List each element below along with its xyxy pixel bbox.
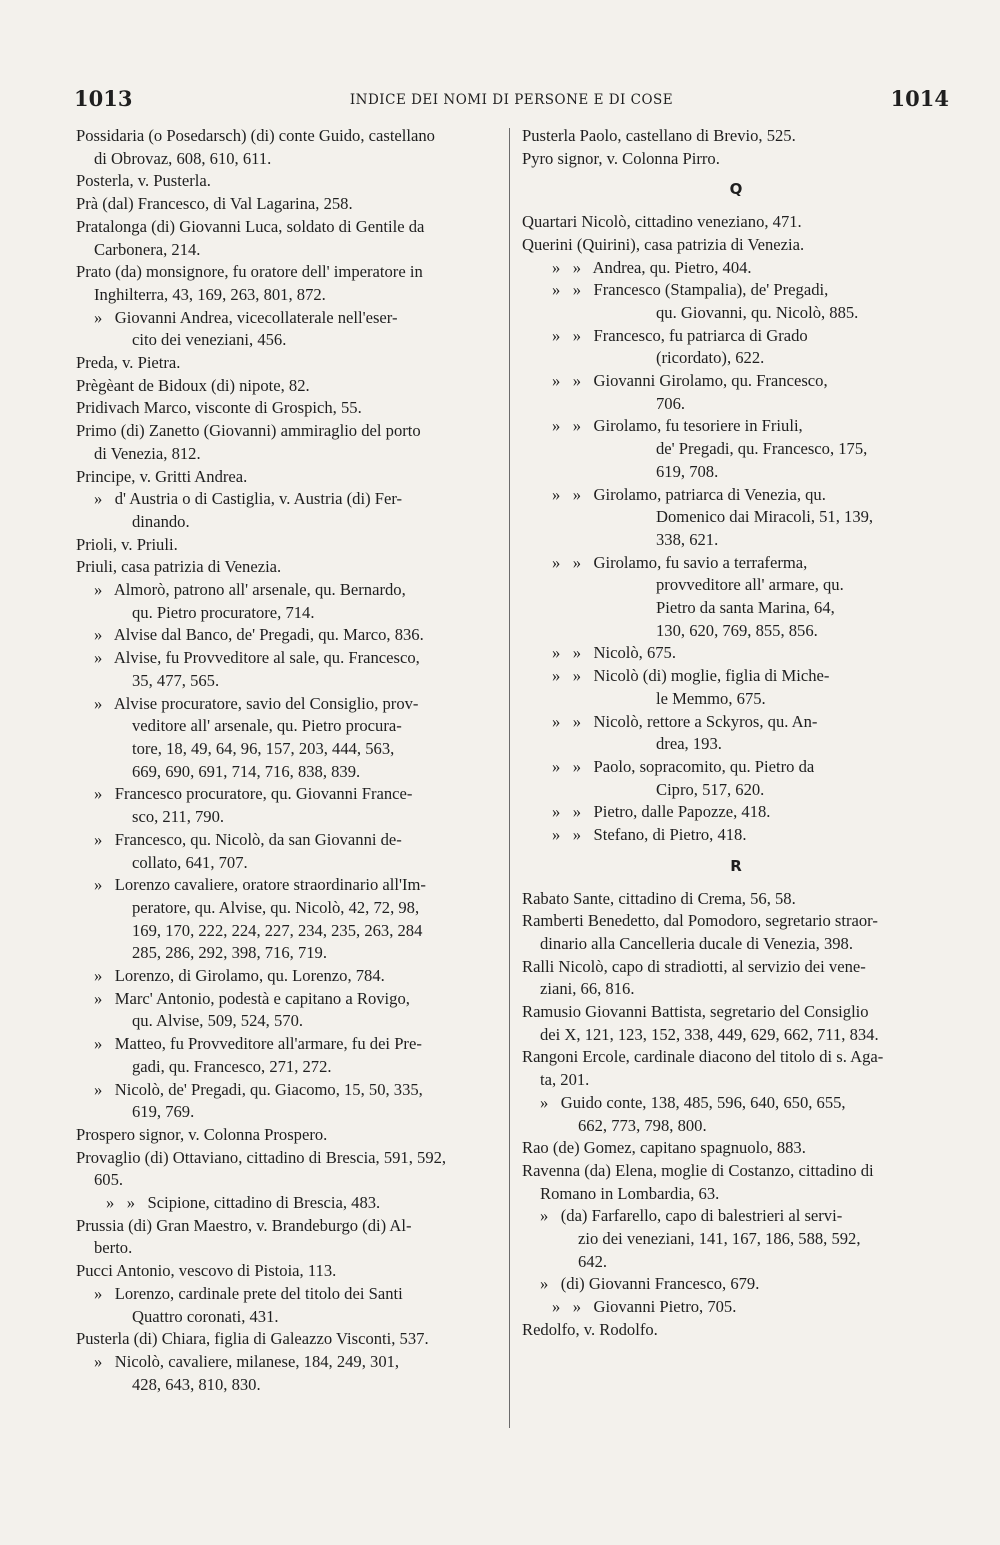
index-entry-line: » (da) Farfarello, capo di balestrieri al servi- — [540, 1206, 843, 1226]
index-entry — [522, 665, 950, 710]
index-entry-line: 642. — [578, 1251, 608, 1271]
index-entry-line: Redolfo, v. Rodolfo. — [522, 1319, 658, 1339]
index-entry — [522, 642, 950, 665]
index-entry-line: Possidaria (o Posedarsch) (di) conte Guido, castellano — [76, 126, 435, 145]
index-entry-line: » Lorenzo cavaliere, oratore straordinario all'Im- — [94, 875, 426, 895]
index-entry — [76, 1124, 502, 1147]
index-entry-line: Cipro, 517, 620. — [656, 779, 765, 799]
section-letter: R — [730, 856, 742, 875]
index-entry-line: Posterla, v. Pusterla. — [76, 171, 211, 191]
index-entry — [522, 756, 950, 801]
index-entry-line: qu. Alvise, 509, 524, 570. — [132, 1011, 304, 1031]
index-entry-line: » d' Austria o di Castiglia, v. Austria (di) Fer- — [94, 489, 403, 509]
index-entry-line: 662, 773, 798, 800. — [578, 1115, 707, 1135]
index-entry-line: Principe, v. Gritti Andrea. — [76, 466, 248, 486]
index-entry-line: Pusterla (di) Chiara, figlia di Galeazzo Visconti, 537. — [76, 1329, 429, 1349]
index-entry-line: di Venezia, 812. — [94, 443, 201, 463]
index-entry-line: sco, 211, 790. — [132, 807, 225, 827]
index-entry-line: » » Scipione, cittadino di Brescia, 483. — [106, 1193, 381, 1213]
page-number-right: 1014 — [890, 86, 949, 111]
index-entry-line: berto. — [94, 1238, 133, 1258]
index-entry-line: » » Stefano, di Pietro, 418. — [552, 825, 747, 845]
index-entry-line: Ralli Nicolò, capo di stradiotti, al servizio dei vene- — [522, 956, 866, 976]
index-entry-line: » » Pietro, dalle Papozze, 418. — [552, 802, 771, 822]
index-entry — [522, 552, 950, 643]
index-entry — [76, 307, 502, 352]
index-entry-line: » Francesco, qu. Nicolò, da san Giovanni de- — [94, 829, 402, 849]
index-entry-line: 619, 769. — [132, 1102, 195, 1122]
index-entry-line: provveditore all' armare, qu. — [656, 575, 844, 595]
index-entry-line: » » Francesco (Stampalia), de' Pregadi, — [552, 280, 829, 300]
index-column-right — [522, 125, 950, 1342]
index-entry-line: peratore, qu. Alvise, qu. Nicolò, 42, 72, 98, — [132, 897, 420, 917]
index-entry-line: Quartari Nicolò, cittadino veneziano, 471. — [522, 212, 802, 232]
index-entry-line: 605. — [94, 1170, 124, 1190]
index-entry-line: » Marc' Antonio, podestà e capitano a Rovigo, — [94, 988, 410, 1008]
index-entry — [76, 624, 502, 647]
index-entry — [76, 1283, 502, 1328]
index-entry — [76, 1079, 502, 1124]
section-letter: Q — [729, 180, 743, 199]
index-entry-line: » » Nicolò (di) moglie, figlia di Miche- — [552, 666, 830, 686]
index-entry-line: Pusterla Paolo, castellano di Brevio, 525. — [522, 126, 796, 145]
index-entry-line: ziani, 66, 816. — [540, 979, 635, 999]
index-entry-line: Priuli, casa patrizia di Venezia. — [76, 557, 282, 577]
index-entry-line: » » Giovanni Pietro, 705. — [552, 1297, 737, 1317]
index-entry-line: » Alvise procuratore, savio del Consiglio, prov- — [94, 693, 419, 713]
index-entry — [522, 234, 950, 257]
index-entry — [76, 647, 502, 692]
column-divider — [509, 128, 510, 1428]
index-entry-line: » Lorenzo, cardinale prete del titolo dei Santi — [94, 1283, 403, 1303]
index-entry-line: (ricordato), 622. — [656, 348, 765, 368]
index-entry-line: Provaglio (di) Ottaviano, cittadino di Brescia, 591, 592, — [76, 1147, 447, 1167]
index-entry — [522, 1137, 950, 1160]
index-entry — [76, 397, 502, 420]
index-entry-line: zio dei veneziani, 141, 167, 186, 588, 592, — [578, 1229, 861, 1249]
index-entry-line: de' Pregadi, qu. Francesco, 175, — [656, 439, 868, 459]
index-entry — [522, 956, 950, 1001]
index-entry-line: di Obrovaz, 608, 610, 611. — [94, 148, 272, 168]
index-entry — [76, 534, 502, 557]
index-entry-line: le Memmo, 675. — [656, 688, 766, 708]
index-entry — [76, 829, 502, 874]
index-entry-line: drea, 193. — [656, 734, 722, 754]
index-entry-line: Prato (da) monsignore, fu oratore dell' imperatore in — [76, 262, 423, 282]
index-entry — [76, 1260, 502, 1283]
index-entry-line: Inghilterra, 43, 169, 263, 801, 872. — [94, 284, 326, 304]
index-entry-line: tore, 18, 49, 64, 96, 157, 203, 444, 563, — [132, 738, 395, 758]
index-entry — [76, 874, 502, 965]
index-entry-line: collato, 641, 707. — [132, 852, 248, 872]
index-entry — [76, 556, 502, 579]
index-entry-line: Domenico dai Miracoli, 51, 139, — [656, 507, 874, 527]
index-entry-line: qu. Giovanni, qu. Nicolò, 885. — [656, 302, 859, 322]
index-entry-line: Romano in Lombardia, 63. — [540, 1183, 720, 1203]
index-entry-line: » Alvise dal Banco, de' Pregadi, qu. Marco, 836. — [94, 625, 424, 645]
index-entry-line: » Matteo, fu Provveditore all'armare, fu dei Pre- — [94, 1034, 422, 1054]
index-entry — [522, 801, 950, 824]
page-header — [74, 86, 949, 116]
index-entry-line: Pietro da santa Marina, 64, — [656, 598, 835, 618]
index-entry-line: Prussia (di) Gran Maestro, v. Brandeburgo (di) Al- — [76, 1215, 412, 1235]
index-entry — [76, 125, 502, 170]
index-entry-line: » » Nicolò, rettore a Sckyros, qu. An- — [552, 711, 818, 731]
index-entry — [76, 352, 502, 375]
index-entry-line: Rangoni Ercole, cardinale diacono del titolo di s. Aga- — [522, 1047, 884, 1067]
index-entry-line: » Alvise, fu Provveditore al sale, qu. Francesco, — [94, 648, 420, 668]
index-entry-line: » » Giovanni Girolamo, qu. Francesco, — [552, 371, 828, 391]
index-entry-line: Prospero signor, v. Colonna Prospero. — [76, 1124, 328, 1144]
index-entry-line: » Guido conte, 138, 485, 596, 640, 650, 655, — [540, 1092, 846, 1112]
index-entry-line: Prègèant de Bidoux (di) nipote, 82. — [76, 375, 310, 395]
index-entry — [522, 1296, 950, 1319]
index-entry-line: dinario alla Cancelleria ducale di Venezia, 398. — [540, 933, 853, 953]
index-entry-line: » Nicolò, de' Pregadi, qu. Giacomo, 15, 50, 335, — [94, 1079, 423, 1099]
index-entry-line: Carbonera, 214. — [94, 239, 201, 259]
index-entry-line: qu. Pietro procuratore, 714. — [132, 602, 315, 622]
index-entry — [76, 693, 502, 784]
index-entry — [522, 910, 950, 955]
index-entry — [522, 211, 950, 234]
index-entry — [76, 216, 502, 261]
index-entry-line: Pratalonga (di) Giovanni Luca, soldato di Gentile da — [76, 216, 425, 236]
index-entry-line: Primo (di) Zanetto (Giovanni) ammiraglio del porto — [76, 421, 421, 441]
index-entry — [76, 783, 502, 828]
index-entry-line: veditore all' arsenale, qu. Pietro procura- — [132, 716, 402, 736]
index-entry — [522, 279, 950, 324]
index-entry-line: Querini (Quirini), casa patrizia di Venezia. — [522, 234, 805, 254]
index-entry — [76, 579, 502, 624]
index-entry — [522, 1046, 950, 1091]
index-entry-line: » (di) Giovanni Francesco, 679. — [540, 1274, 760, 1294]
running-head: INDICE DEI NOMI DI PERSONE E DI COSE — [349, 92, 674, 108]
index-entry-line: » Francesco procuratore, qu. Giovanni France- — [94, 784, 413, 804]
index-entry-line: Pridivach Marco, visconte di Grospich, 55. — [76, 398, 362, 418]
index-entry — [522, 148, 950, 171]
index-entry-line: 338, 621. — [656, 529, 719, 549]
index-entry — [76, 1215, 502, 1260]
index-entry — [522, 484, 950, 552]
index-entry-line: » Lorenzo, di Girolamo, qu. Lorenzo, 784. — [94, 966, 385, 986]
index-entry — [522, 370, 950, 415]
index-entry-line: 285, 286, 292, 398, 716, 719. — [132, 943, 327, 963]
index-entry-line: 130, 620, 769, 855, 856. — [656, 620, 818, 640]
index-entry-line: Prioli, v. Priuli. — [76, 534, 178, 554]
index-entry-line: dei X, 121, 123, 152, 338, 449, 629, 662, 711, 834. — [540, 1024, 879, 1044]
index-entry-line: Ravenna (da) Elena, moglie di Costanzo, cittadino di — [522, 1160, 874, 1180]
index-entry-line: » Almorò, patrono all' arsenale, qu. Bernardo, — [94, 580, 406, 600]
index-entry — [76, 1033, 502, 1078]
index-entry-line: » » Girolamo, fu tesoriere in Friuli, — [552, 416, 803, 436]
index-entry — [522, 1160, 950, 1205]
index-entry — [76, 420, 502, 465]
index-entry-line: » » Girolamo, patriarca di Venezia, qu. — [552, 484, 826, 504]
index-entry — [76, 170, 502, 193]
index-entry-line: Rabato Sante, cittadino di Crema, 56, 58. — [522, 888, 796, 908]
index-entry — [522, 1319, 950, 1342]
index-column-left — [76, 125, 502, 1396]
index-entry — [522, 257, 950, 280]
index-entry — [522, 824, 950, 847]
index-entry-line: dinando. — [132, 511, 190, 531]
index-entry-line: 669, 690, 691, 714, 716, 838, 839. — [132, 761, 361, 781]
index-entry — [76, 1147, 502, 1192]
index-entry — [76, 375, 502, 398]
index-entry — [76, 1192, 502, 1215]
index-entry-line: Ramusio Giovanni Battista, segretario del Consiglio — [522, 1002, 869, 1022]
index-entry-line: Pyro signor, v. Colonna Pirro. — [522, 148, 720, 168]
index-entry — [76, 466, 502, 489]
index-entry — [76, 1328, 502, 1351]
index-entry — [522, 325, 950, 370]
index-entry — [522, 1205, 950, 1273]
index-entry-line: Rao (de) Gomez, capitano spagnuolo, 883. — [522, 1138, 806, 1158]
index-entry-line: 428, 643, 810, 830. — [132, 1374, 261, 1394]
index-entry-line: 35, 477, 565. — [132, 670, 220, 690]
index-entry — [76, 1351, 502, 1396]
index-entry — [76, 193, 502, 216]
index-entry-line: » Nicolò, cavaliere, milanese, 184, 249, 301, — [94, 1351, 400, 1371]
index-entry-line: cito dei veneziani, 456. — [132, 330, 287, 350]
index-entry-line: Ramberti Benedetto, dal Pomodoro, segretario straor- — [522, 911, 878, 931]
index-entry — [76, 261, 502, 306]
index-entry-line: gadi, qu. Francesco, 271, 272. — [132, 1056, 332, 1076]
index-entry — [522, 1273, 950, 1296]
index-entry — [76, 965, 502, 988]
index-entry-line: Preda, v. Pietra. — [76, 353, 181, 373]
index-entry — [522, 415, 950, 483]
index-entry-line: » » Girolamo, fu savio a terraferma, — [552, 552, 808, 572]
index-entry-line: » » Andrea, qu. Pietro, 404. — [552, 257, 752, 277]
index-entry — [522, 1001, 950, 1046]
index-entry — [522, 711, 950, 756]
index-entry-line: Quattro coronati, 431. — [132, 1306, 279, 1326]
index-entry-line: » Giovanni Andrea, vicecollaterale nell'eser- — [94, 307, 398, 327]
index-entry — [76, 488, 502, 533]
index-entry-line: » » Francesco, fu patriarca di Grado — [552, 325, 808, 345]
index-entry-line: Prà (dal) Francesco, di Val Lagarina, 258. — [76, 194, 353, 214]
index-entry-line: 169, 170, 222, 224, 227, 234, 235, 263, 284 — [132, 920, 423, 940]
index-entry — [522, 888, 950, 911]
index-entry — [522, 125, 950, 148]
index-entry-line: 706. — [656, 393, 686, 413]
index-entry-line: 619, 708. — [656, 461, 719, 481]
index-entry-line: » » Nicolò, 675. — [552, 643, 676, 663]
index-entry-line: Pucci Antonio, vescovo di Pistoia, 113. — [76, 1261, 337, 1281]
index-entry-line: ta, 201. — [540, 1070, 590, 1090]
index-entry — [76, 988, 502, 1033]
index-entry-line: » » Paolo, sopracomito, qu. Pietro da — [552, 756, 815, 776]
page-number-left: 1013 — [74, 86, 133, 111]
index-entry — [522, 1092, 950, 1137]
